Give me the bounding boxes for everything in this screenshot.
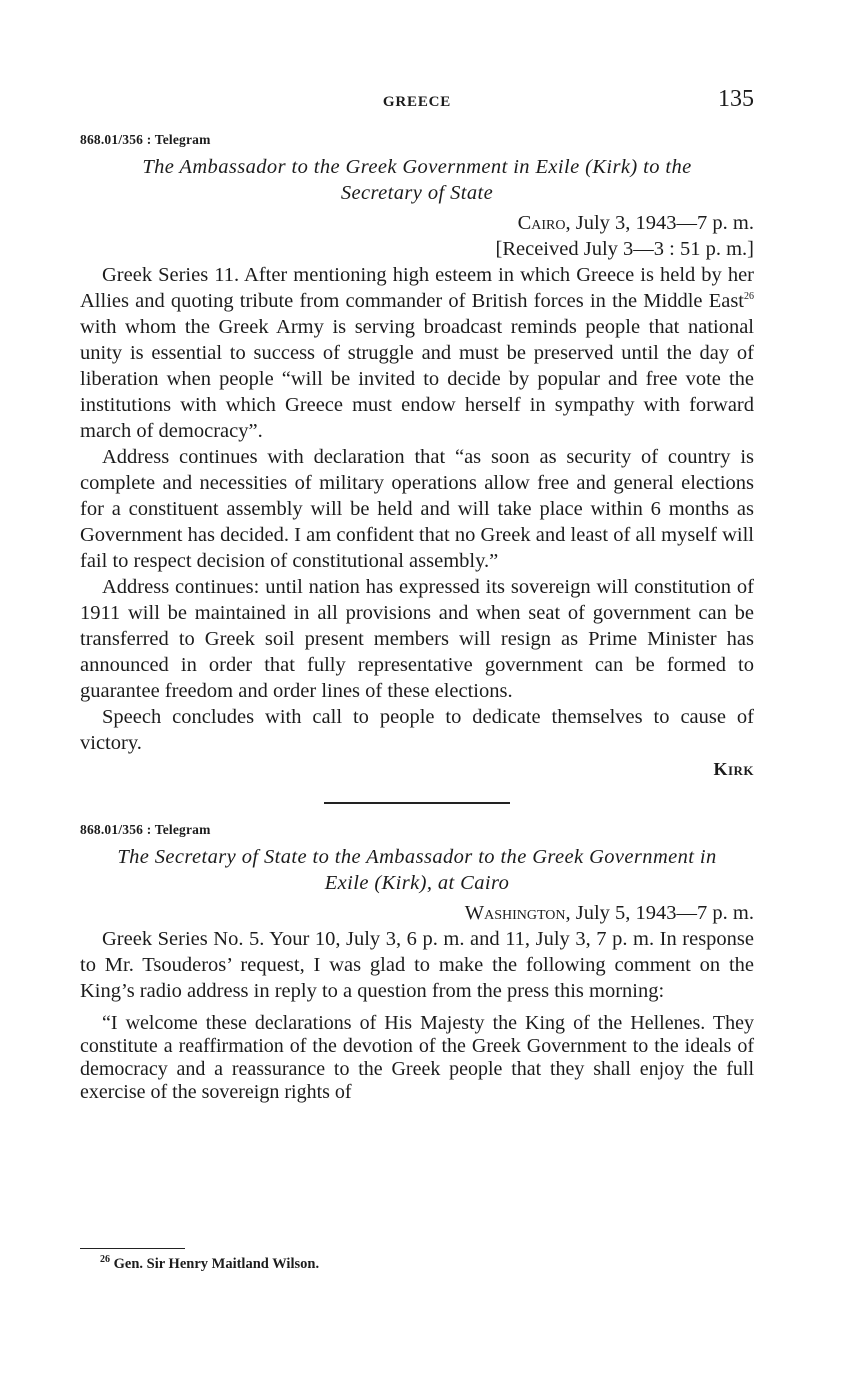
title-line-1: The Ambassador to the Greek Government in Exile (Kirk) to the — [142, 156, 692, 178]
telegram-kirk-to-secretary — [80, 132, 754, 782]
telegram-secretary-to-kirk — [80, 822, 754, 1104]
dateline-place: Cairo — [517, 212, 566, 234]
dateline-place: Washington — [464, 902, 566, 924]
page-header — [80, 88, 754, 120]
dateline-date: , July 3, 1943—7 p. m. — [565, 212, 754, 234]
dateline — [80, 210, 754, 236]
body-paragraph — [80, 262, 754, 444]
section-divider — [324, 802, 510, 804]
paragraph-text: with whom the Greek Army is serving broadcast reminds people that national unity is essential to success of struggle and must be preserved until the day of liberation when people “will be invited to decide by popular and free vote the institutions with which Greece must endow herself in sympathy with forward march of democracy”. — [80, 316, 754, 442]
paragraph-text: Greek Series 11. After mentioning high esteem in which Greece is held by her Allies and quoting tribute from commander of British forces in the Middle East — [80, 264, 754, 312]
footnote-text: Gen. Sir Henry Maitland Wilson. — [110, 1256, 320, 1272]
page-number: 135 — [718, 86, 754, 112]
file-reference: 868.01/356 : Telegram — [80, 132, 211, 147]
body-paragraph: Address continues with declaration that “as soon as security of country is complete and necessities of military operations allow free and general elections for a constituent assembly will be held and will take place within 6 months as Government has decided. I am confident that no Greek and least of all myself will fail to respect decision of constitutional assembly.” — [80, 446, 754, 572]
title-line-1: The Secretary of State to the Ambassador to the Greek Government in — [117, 846, 717, 868]
footnote-number: 26 — [100, 1254, 110, 1266]
document-title — [80, 154, 754, 206]
dateline — [80, 900, 754, 926]
page — [80, 88, 754, 1104]
footnote-rule — [80, 1248, 185, 1249]
quoted-statement: “I welcome these declarations of His Majesty the King of the Hellenes. They constitute a reaffirmation of the devotion of the Greek Government to the ideals of democracy and a reassurance to the Greek people that they shall enjoy the full exercise of the sovereign rights of — [80, 1012, 754, 1103]
signature: Kirk — [713, 759, 754, 779]
document-title — [80, 844, 754, 896]
body-paragraph: Greek Series No. 5. Your 10, July 3, 6 p. m. and 11, July 3, 7 p. m. In response to Mr. Tsouderos’ request, I was glad to make the following comment on the King’s radio address in reply to a question from the press this morning: — [80, 928, 754, 1002]
title-line-2: Secretary of State — [340, 182, 494, 204]
running-title: GREECE — [382, 94, 452, 110]
body-paragraph: Speech concludes with call to people to dedicate themselves to cause of victory. — [80, 706, 754, 754]
body-paragraph: Address continues: until nation has expressed its sovereign will constitution of 1911 will be maintained in all provisions and when seat of government can be transferred to Greek soil present members will resign as Prime Minister has announced in order that fully representative government can be formed to guarantee freedom and order lines of these elections. — [80, 576, 754, 702]
title-line-2: Exile (Kirk), at Cairo — [324, 872, 510, 894]
dateline-date: , July 5, 1943—7 p. m. — [565, 902, 754, 924]
footnote — [100, 1256, 319, 1273]
footnote-reference: 26 — [744, 291, 754, 303]
file-reference: 868.01/356 : Telegram — [80, 822, 211, 837]
received-line: [Received July 3—3 : 51 p. m.] — [495, 238, 754, 260]
